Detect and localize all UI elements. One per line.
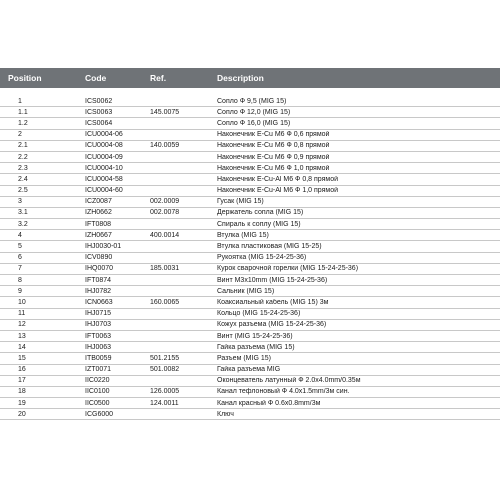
- cell-position: 16: [18, 366, 26, 374]
- table-row: [0, 264, 500, 275]
- cell-position: 6: [18, 254, 22, 262]
- cell-code: IIC0100: [85, 388, 110, 396]
- cell-position: 7: [18, 265, 22, 273]
- cell-position: 2.5: [18, 187, 28, 195]
- cell-description: Кольцо (MIG 15-24-25-36): [217, 310, 301, 318]
- cell-position: 20: [18, 410, 26, 418]
- table-row: [0, 387, 500, 398]
- cell-code: IZH0662: [85, 209, 112, 217]
- cell-position: 4: [18, 231, 22, 239]
- cell-position: 12: [18, 321, 26, 329]
- cell-position: 18: [18, 388, 26, 396]
- cell-position: 3.1: [18, 209, 28, 217]
- header-description: Description: [217, 73, 264, 83]
- cell-code: IIC0220: [85, 377, 110, 385]
- cell-code: IFT0063: [85, 332, 112, 340]
- table-row: [0, 230, 500, 241]
- cell-description: Сопло Ф 12,0 (MIG 15): [217, 108, 291, 116]
- cell-position: 1.1: [18, 108, 28, 116]
- cell-description: Кожух разъема (MIG 15-24-25-36): [217, 321, 327, 329]
- cell-position: 19: [18, 399, 26, 407]
- header-position: Position: [8, 73, 42, 83]
- cell-code: ICU0004-58: [85, 175, 123, 183]
- table-row: [0, 331, 500, 342]
- cell-position: 1: [18, 97, 22, 105]
- cell-description: Канал красный Ф 0.6x0.8mm/3м: [217, 399, 321, 407]
- table-row: [0, 174, 500, 185]
- cell-ref: 160.0065: [150, 298, 180, 306]
- table-row: [0, 107, 500, 118]
- cell-code: ICG6000: [85, 410, 114, 418]
- cell-description: Сальник (MIG 15): [217, 287, 275, 295]
- cell-description: Наконечник E-Cu M6 Ф 0,6 прямой: [217, 131, 330, 139]
- table-row: [0, 197, 500, 208]
- cell-position: 3: [18, 198, 22, 206]
- table-row: [0, 365, 500, 376]
- table-row: [0, 130, 500, 141]
- cell-code: IHJ0703: [85, 321, 112, 329]
- table-row: [0, 152, 500, 163]
- cell-description: Винт M3x10mm (MIG 15-24-25-36): [217, 276, 328, 284]
- cell-code: IFT0874: [85, 276, 112, 284]
- parts-table: [0, 68, 500, 420]
- table-row: [0, 163, 500, 174]
- cell-description: Наконечник E-Cu-Al M6 Ф 1,0 прямой: [217, 187, 339, 195]
- table-row: [0, 398, 500, 409]
- cell-description: Наконечник E-Cu M6 Ф 0,9 прямой: [217, 153, 330, 161]
- cell-position: 14: [18, 343, 26, 351]
- cell-code: IHQ0070: [85, 265, 114, 273]
- table-row: [0, 353, 500, 364]
- cell-description: Ключ: [217, 410, 234, 418]
- cell-code: IHJ0063: [85, 343, 112, 351]
- table-header: [0, 68, 500, 88]
- table-row: [0, 320, 500, 331]
- cell-code: ICS0063: [85, 108, 113, 116]
- cell-code: ICZ0087: [85, 198, 112, 206]
- cell-code: ICU0004-09: [85, 153, 123, 161]
- cell-description: Сопло Ф 16,0 (MIG 15): [217, 119, 291, 127]
- cell-position: 17: [18, 377, 26, 385]
- cell-code: IZT0071: [85, 366, 112, 374]
- cell-position: 2.2: [18, 153, 28, 161]
- cell-description: Наконечник E-Cu M6 Ф 1,0 прямой: [217, 164, 330, 172]
- cell-position: 9: [18, 287, 22, 295]
- cell-description: Разъем (MIG 15): [217, 354, 271, 362]
- cell-description: Винт (MIG 15-24-25-36): [217, 332, 293, 340]
- cell-description: Втулка (MIG 15): [217, 231, 269, 239]
- table-row: [0, 118, 500, 129]
- cell-description: Оконцеватель латунный Ф 2.0x4.0mm/0.35м: [217, 377, 361, 385]
- cell-position: 11: [18, 310, 26, 318]
- table-row: [0, 186, 500, 197]
- cell-ref: 002.0009: [150, 198, 180, 206]
- cell-position: 2.1: [18, 142, 28, 150]
- cell-code: ICU0004-06: [85, 131, 123, 139]
- cell-code: ITB0059: [85, 354, 112, 362]
- cell-description: Держатель сопла (MIG 15): [217, 209, 304, 217]
- cell-position: 2.3: [18, 164, 28, 172]
- cell-code: IZH0667: [85, 231, 112, 239]
- cell-description: Канал тефлоновый Ф 4.0x1.5mm/3м син.: [217, 388, 350, 396]
- table-row: [0, 409, 500, 420]
- cell-ref: 400.0014: [150, 231, 180, 239]
- table-row: [0, 275, 500, 286]
- table-row: [0, 342, 500, 353]
- header-code: Code: [85, 73, 107, 83]
- cell-description: Сопло Ф 9,5 (MIG 15): [217, 97, 287, 105]
- cell-description: Спираль к соплу (MIG 15): [217, 220, 301, 228]
- cell-ref: 124.0011: [150, 399, 179, 407]
- table-row: [0, 286, 500, 297]
- table-row: [0, 253, 500, 264]
- table-row: [0, 96, 500, 107]
- cell-code: ICU0004-08: [85, 142, 123, 150]
- cell-position: 15: [18, 354, 26, 362]
- cell-description: Наконечник E-Cu-Al M6 Ф 0,8 прямой: [217, 175, 339, 183]
- cell-code: IHJ0782: [85, 287, 112, 295]
- cell-description: Рукоятка (MIG 15-24-25-36): [217, 254, 307, 262]
- cell-code: IHJ0030-01: [85, 243, 122, 251]
- table-row: [0, 241, 500, 252]
- cell-description: Втулка пластиковая (MIG 15-25): [217, 243, 322, 251]
- cell-code: ICS0064: [85, 119, 113, 127]
- cell-position: 8: [18, 276, 22, 284]
- table-row: [0, 208, 500, 219]
- cell-ref: 501.0082: [150, 366, 180, 374]
- cell-code: ICS0062: [85, 97, 113, 105]
- table-row: [0, 309, 500, 320]
- cell-code: IFT0808: [85, 220, 112, 228]
- table-row: [0, 141, 500, 152]
- table-row: [0, 219, 500, 230]
- cell-code: ICV0890: [85, 254, 113, 262]
- cell-position: 1.2: [18, 119, 28, 127]
- cell-ref: 002.0078: [150, 209, 180, 217]
- table-row: [0, 297, 500, 308]
- cell-position: 2: [18, 131, 22, 139]
- cell-code: ICN0663: [85, 298, 113, 306]
- cell-code: IIC0500: [85, 399, 110, 407]
- cell-ref: 126.0005: [150, 388, 180, 396]
- cell-code: ICU0004-10: [85, 164, 123, 172]
- cell-description: Гусак (MIG 15): [217, 198, 264, 206]
- cell-position: 13: [18, 332, 26, 340]
- cell-position: 2.4: [18, 175, 28, 183]
- cell-position: 3.2: [18, 220, 28, 228]
- table-body: [0, 96, 500, 420]
- cell-ref: 140.0059: [150, 142, 180, 150]
- cell-position: 5: [18, 243, 22, 251]
- cell-position: 10: [18, 298, 26, 306]
- cell-description: Курок сварочной горелки (MIG 15-24-25-36): [217, 265, 359, 273]
- cell-description: Коаксиальный кабель (MIG 15) 3м: [217, 298, 329, 306]
- cell-description: Наконечник E-Cu M6 Ф 0,8 прямой: [217, 142, 330, 150]
- cell-ref: 145.0075: [150, 108, 180, 116]
- cell-description: Гайка разъема MIG: [217, 366, 281, 374]
- table-row: [0, 376, 500, 387]
- cell-ref: 501.2155: [150, 354, 180, 362]
- cell-description: Гайка разъема (MIG 15): [217, 343, 295, 351]
- cell-code: ICU0004-60: [85, 187, 123, 195]
- header-ref: Ref.: [150, 73, 167, 83]
- cell-ref: 185.0031: [150, 265, 180, 273]
- cell-code: IHJ0715: [85, 310, 112, 318]
- header-spacer: [0, 88, 500, 96]
